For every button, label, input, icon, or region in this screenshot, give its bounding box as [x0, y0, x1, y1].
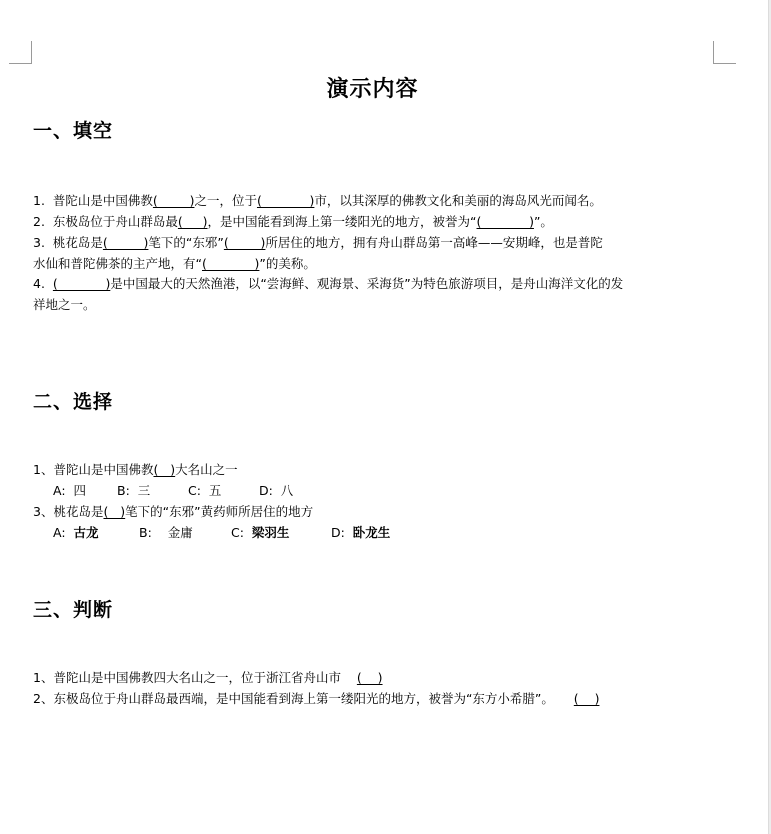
item-number: 2、: [33, 691, 54, 706]
option-d: D: 八: [259, 483, 294, 498]
item-number: 4.: [33, 276, 45, 291]
item-text: 笔下的“东邪”黄药师所居住的地方: [125, 504, 314, 519]
item-text: 祥地之一。: [33, 297, 96, 312]
choice-question-1: [33, 460, 238, 480]
blank-answer: ( ): [177, 214, 208, 229]
fill-item-1: [33, 191, 602, 211]
page-corner-mark-top-right: [713, 41, 736, 64]
section-heading-fill: 一、填空: [33, 120, 114, 142]
fill-item-4: [33, 274, 623, 294]
item-number: 1.: [33, 193, 45, 208]
item-text: 桃花岛是: [53, 504, 104, 519]
option-key: D:: [331, 525, 345, 540]
fill-item-3: [33, 233, 603, 253]
document-title: 演示内容: [326, 77, 419, 102]
item-text: 水仙和普陀佛茶的主产地，有“: [33, 256, 202, 271]
blank-answer: ( ): [256, 193, 315, 208]
item-text: 普陀山是中国佛教: [53, 462, 154, 477]
judge-item-1: [33, 668, 383, 688]
item-text: 桃花岛是: [52, 235, 103, 250]
option-key: B:: [139, 525, 152, 540]
option-d: [331, 523, 390, 543]
item-text: ，是中国能看到海上第一缕阳光的地方，被誉为“: [207, 214, 477, 229]
item-text: ”。: [533, 214, 553, 229]
blank-answer: ( ): [152, 193, 195, 208]
option-key: A:: [53, 525, 66, 540]
option-value: 卧龙生: [352, 525, 391, 540]
item-number: 1、: [33, 670, 54, 685]
blank-answer: ( ): [201, 256, 260, 271]
blank-answer: ( ): [223, 235, 266, 250]
blank-answer: ( ): [153, 462, 176, 477]
item-number: 3、: [33, 504, 54, 519]
item-text: 大名山之一: [175, 462, 238, 477]
option-key: C:: [231, 525, 244, 540]
option-b: B: 三: [117, 483, 151, 498]
blank-answer: ( ): [52, 276, 111, 291]
item-text: 普陀山是中国佛教: [52, 193, 153, 208]
option-b: [139, 523, 231, 543]
item-number: 3.: [33, 235, 45, 250]
option-value: 金庸: [167, 525, 193, 540]
blank-answer: ( ): [476, 214, 534, 229]
item-text: ”的美称。: [259, 256, 316, 271]
item-text: 之一，位于: [194, 193, 257, 208]
option-a: [53, 523, 139, 543]
item-text: 东极岛位于舟山群岛最: [52, 214, 178, 229]
judge-item-2: [33, 689, 599, 709]
item-text: 东极岛位于舟山群岛最西端，是中国能看到海上第一缕阳光的地方，被誉为“东方小希腊”。: [53, 691, 554, 706]
blank-answer: ( ): [573, 691, 600, 706]
blank-answer: ( ): [102, 235, 149, 250]
item-text: 普陀山是中国佛教四大名山之一，位于浙江省舟山市: [53, 670, 341, 685]
item-number: 2.: [33, 214, 45, 229]
fill-item-3-continued: [33, 254, 316, 274]
item-number: 1、: [33, 462, 54, 477]
option-value: 古龙: [73, 525, 99, 540]
option-a: A: 四: [53, 483, 86, 498]
item-text: 笔下的“东邪”: [148, 235, 224, 250]
item-text: 所居住的地方，拥有舟山群岛第一高峰——安期峰，也是普陀: [265, 235, 603, 250]
option-c: C: 五: [188, 483, 222, 498]
section-heading-choice: 二、选择: [33, 391, 114, 413]
blank-answer: ( ): [356, 670, 383, 685]
fill-item-2: [33, 212, 553, 232]
option-c: [231, 523, 331, 543]
item-text: 市，以其深厚的佛教文化和美丽的海岛风光而闻名。: [314, 193, 602, 208]
fill-item-4-continued: [33, 295, 96, 315]
choice-options-1: [53, 481, 293, 501]
option-value: 梁羽生: [251, 525, 290, 540]
choice-question-3: [33, 502, 313, 522]
item-text: 是中国最大的天然渔港，以“尝海鲜、观海景、采海货”为特色旅游项目，是舟山海洋文化的发: [110, 276, 624, 291]
blank-answer: ( ): [103, 504, 126, 519]
page-corner-mark-top-left: [9, 41, 32, 64]
choice-options-3: [53, 523, 390, 543]
section-heading-judge: 三、判断: [33, 599, 114, 621]
